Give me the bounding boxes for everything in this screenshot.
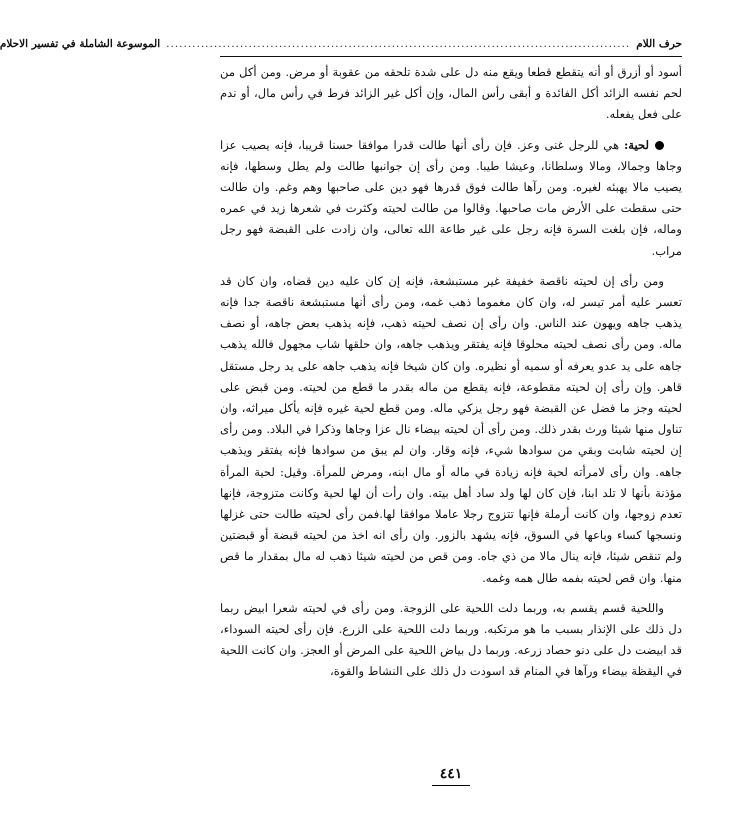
entry-term: لحية: xyxy=(623,137,649,152)
page-body xyxy=(220,62,682,762)
header-divider xyxy=(220,56,682,57)
bullet-icon xyxy=(655,141,664,150)
page-number: ٤٤١ xyxy=(439,766,463,782)
entry-text: هي للرجل غنى وعز. فإن رأى أنها طالت قدرا موافقا حسنا قريبا، فإنه يصيب عزا وجاها وجمالا، ومالا وسلطانا، وعيشا طيبا. ومن رأى إن جوانبها طالت ولم يطل وسطها، فإنه يصيب مالا يهبئه لغيره. ومن رآها طالت فوق قدرها فهو دين على صاحبها وهم وغم. وان طالت حتى سقطت على الأرض مات صاحبها. وقالوا من طالت لحيته وكثرت في شعرها زيد في عمره وماله، فإن بلغت السرة فإنه رجل على غير طاعة الله تعالى، وان زادت على القبضة فهو رجل مراب. xyxy=(220,137,682,258)
header-leader-dots: ........................................................................................................... xyxy=(166,38,631,50)
paragraph: ومن رأى إن لحيته ناقصة خفيفة غير مستبشعة، فإنه إن كان عليه دين قضاه، وان كان قد تعسر عليه أمر تيسر له، وان كان مغموما ذهب غمه، ومن رأى أنها مستبشعة ناقصة جدا فإنه يذهب جاهه ويهون عند الناس. وان رأى إن نصف لحيته ذهب، فإنه يذهب بعض جاهه، أو نصف ماله. ومن رأى نصف لحيته محلوقا فإنه يفتقر ويذهب جاهه، وان حلقها شاب مجهول فالله يذهب جاهه على يد عدو يعرفه أو سميه أو نظيره. وان كان شيخا فإنه يذهب جاهه على يد رجل مستقل قاهر. وإن رأى إن لحيته مقطوعة، فإنه يقطع من ماله بقدر ما قطع من لحيته. ومن قبض على لحيته وجز ما فضل عن القبضة فهو رجل يزكي ماله. ومن قطع لحية غيره فإنه يأكل ميراثه، وان تناول منها شيئا ورث بقدر ذلك. ومن رأى أن لحيته بيضاء نال عزا وجاها وذكرا في البلاد. ومن رأى إن لحيته شابت وبقي من سوادها شيء، فإنه وقار. وان لم يبق من سوادها فإنه يفتقر ويذهب جاهه. وان رأى لامرأته لحية فإنه زيادة في ماله أو مال ابنه، ومرض للمرأة. وقيل: لحية المرأة مؤذنة بأنها لا تلد ابنا، فإن كان لها ولد ساد أهل بيته. وان رأت أن لها لحية وكانت متزوجة، فإنها تعدم زوجها، وان كانت أرملة فإنها تتزوج رجلا عاملا موافقا لها.فمن رأى لحيته طالت حتى غزلها ونسجها كساء وباعها في السوق، فإنه يشهد بالزور. وان رأى انه اخذ من لحيته قبضة أو قبضتين ولم تنقص شيئا، فإنه ينال مالا من ذي جاه. ومن قص من لحيته شيئا ذهب له مال بمقدار ما قص منها. وان قص لحيته بفمه طال همه وغمه. xyxy=(220,273,682,585)
header-book-title: الموسوعة الشاملة في تفسير الاحلام xyxy=(0,38,161,50)
running-header xyxy=(0,34,682,54)
header-section-title: حرف اللام xyxy=(636,38,682,50)
entry-paragraph xyxy=(220,135,682,262)
page-number-underline xyxy=(432,785,470,786)
paragraph-continuation: أسود أو أزرق أو أنه يتقطع قطعا ويقع منه دل على شدة تلحقه من عقوبة أو مرض. ومن أكل من لحم نفسه الزائد أكل الفائدة و أبقى رأس المال، وإن أكل غير الزائد فرط في رأس مال، أو ندم على فعل يفعله. xyxy=(220,65,682,122)
paragraph: واللحية قسم يقسم به، وربما دلت اللحية على الزوجة. ومن رأى في لحيته شعرا ابيض ربما دل ذلك على الإنذار بسبب ما هو مرتكبه. وربما دلت اللحية على الزرع. فإن رأى لحيته السوداء، قد ابيضت دل على دنو حصاد زرعه. وربما دل بياض اللحية على المرض أو العجز. وان كانت اللحية في اليقظة بيضاء ورآها في المنام قد اسودت دل ذلك على النشاط والقوة، xyxy=(220,600,682,679)
